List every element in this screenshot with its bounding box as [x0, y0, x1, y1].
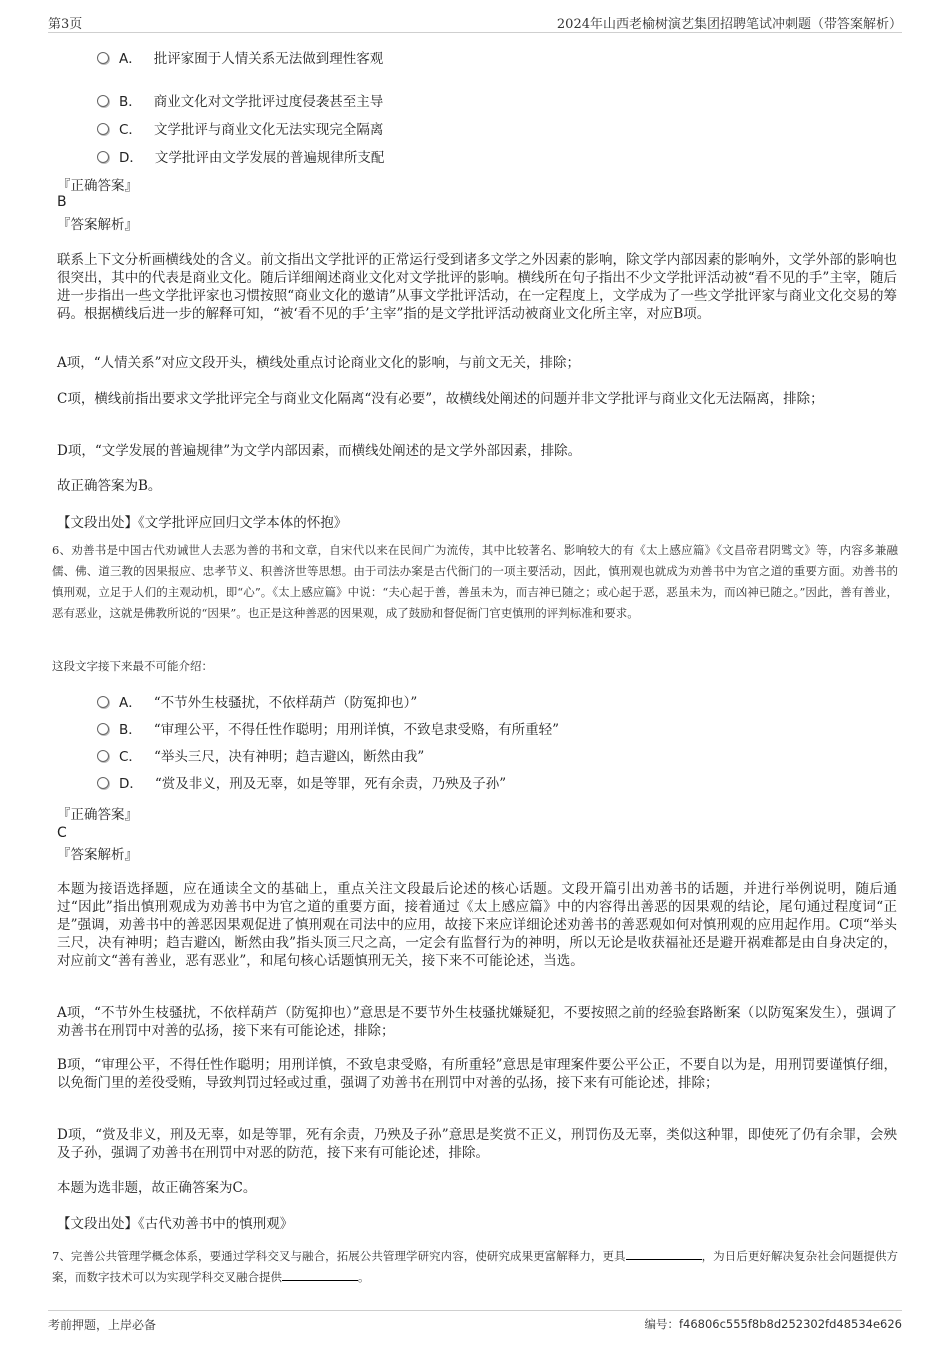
q5-analysis-d: D项，“文学发展的普遍规律”为文学内部因素，而横线处阐述的是文学外部因素，排除。 [57, 443, 582, 459]
document-title: 2024年山西老榆树演艺集团招聘笔试冲刺题（带答案解析） [556, 17, 902, 32]
q5-option-b[interactable]: B． 商业文化对文学批评过度侵袭甚至主导 [97, 93, 383, 111]
radio-icon[interactable] [97, 696, 109, 708]
q6-analysis-b: B项，“审理公平，不得任性作聪明；用刑详慎，不致皂隶受赂，有所重轻”意思是审理案件要公平公正，不要自以为是，用刑罚要谨慎仔细，以免衙门里的差役受贿，导致判罚过轻或过重，强调了劝善书在刑罚中对善的弘扬，接下来有可能论述，排除； [57, 1057, 897, 1091]
q5-analysis-main: 联系上下文分析画横线处的含义。前文指出文学批评的正常运行受到诸多文学之外因素的影响，除文学内部因素的影响外，文学外部的影响也很突出，其中的代表是商业文化。随后详细阐述商业文化对文学批评的影响。横线所在句子指出不少文学批评活动被“看不见的手”主宰，随后进一步指出一些文学批评家也习惯按照“商业文化的邀请”从事文学批评活动，在一定程度上，文学成为了一些文学批评家与商业文化交易的筹码。根据横线后进一步的解释可知，“被‘看不见的手’主宰”指的是文学批评活动被商业文化所主宰，对应B项。 [57, 252, 897, 322]
q6-question: 这段文字接下来最不可能介绍： [52, 659, 213, 673]
q6-stem: 6、劝善书是中国古代劝诫世人去恶为善的书和文章，自宋代以来在民间广为流传，其中比较著名、影响较大的有《太上感应篇》《文昌帝君阴骘文》等，内容多兼融儒、佛、道三教的因果报应、忠孝节义、积善济世等思想。由于司法办案是古代衙门的一项主要活动，因此，慎刑观也就成为劝善书中为官之道的重要方面。劝善书的慎刑观，立足于人们的主观动机，即“心”。《太上感应篇》中说：“夫心起于善，善虽未为，而吉神已随之；或心起于恶，恶虽未为，而凶神已随之。”因此，善有善业，恶有恶业，这就是佛教所说的“因果”。也正是这种善恶的因果观，成了鼓励和督促衙门官吏慎刑的评判标准和要求。 [52, 543, 898, 620]
document-id: 编号：f46806c555f8b8d252302fd48534e626 [644, 1317, 902, 1331]
fill-blank-1[interactable] [626, 1247, 702, 1260]
q6-source: 【文段出处】《古代劝善书中的慎刑观》 [57, 1216, 294, 1232]
q5-analysis-label: 『答案解析』 [57, 217, 138, 233]
q5-conclusion: 故正确答案为B。 [57, 478, 162, 494]
q5-option-d[interactable]: D． 文学批评由文学发展的普遍规律所支配 [97, 149, 384, 167]
page-header [48, 10, 902, 33]
radio-icon[interactable] [97, 777, 109, 789]
page-footer [48, 1310, 902, 1331]
radio-icon[interactable] [97, 151, 109, 163]
q5-analysis-c: C项，横线前指出要求文学批评完全与商业文化隔离“没有必要”，故横线处阐述的问题并非文学批评与商业文化无法隔离，排除； [57, 391, 824, 407]
q5-option-a[interactable]: A． 批评家囿于人情关系无法做到理性客观 [97, 50, 383, 68]
q5-answer: B [57, 194, 67, 210]
q6-analysis-main: 本题为接语选择题，应在通读全文的基础上，重点关注文段最后论述的核心话题。文段开篇引出劝善书的话题，并进行举例说明，随后通过“因此”指出慎刑观成为劝善书中为官之道的重要方面，接着通过《太上感应篇》中的内容得出善恶的因果观的结论，尾句通过程度词“正是”强调，劝善书中的善恶因果观促进了慎刑观在司法中的应用，故接下来应详细论述劝善书的善恶观如何对慎刑观的应用起作用。C项“举头三尺，决有神明；趋吉避凶，断然由我”指头顶三尺之高，一定会有监督行为的神明，所以无论是收获福祉还是避开祸难都是由自身决定的，对应前文“善有善业，恶有恶业”，和尾句核心话题慎刑无关，接下来不可能论述，当选。 [57, 881, 897, 969]
q5-option-c[interactable]: C． 文学批评与商业文化无法实现完全隔离 [97, 121, 383, 139]
radio-icon[interactable] [97, 750, 109, 762]
q6-answer-label: 『正确答案』 [57, 807, 138, 823]
q6-analysis-a: A项，“不节外生枝骚扰，不依样葫芦（防冤抑也）”意思是不要节外生枝骚扰嫌疑犯，不要按照之前的经验套路断案（以防冤案发生），强调了劝善书在刑罚中对善的弘扬，接下来有可能论述，排除； [57, 1005, 897, 1039]
q6-option-c[interactable]: C． “举头三尺，决有神明；趋吉避凶，断然由我” [97, 748, 424, 766]
q6-option-d[interactable]: D． “赏及非义，刑及无辜，如是等罪，死有余责，乃殃及子孙” [97, 775, 506, 793]
footer-slogan: 考前押题，上岸必备 [48, 1318, 157, 1332]
q6-conclusion: 本题为选非题，故正确答案为C。 [57, 1180, 257, 1196]
q6-answer: C [57, 825, 67, 841]
fill-blank-2[interactable] [282, 1268, 358, 1281]
q7-stem: 7、完善公共管理学概念体系，要通过学科交叉与融合，拓展公共管理学研究内容，使研究成果更富解释力，更具 ，为日后更好解决复杂社会问题提供方案，而数字技术可以为实现学科交叉融合提供 。 [52, 1249, 898, 1284]
q5-answer-label: 『正确答案』 [57, 178, 138, 194]
q5-analysis-a: A项，“人情关系”对应文段开头，横线处重点讨论商业文化的影响，与前文无关，排除； [57, 355, 581, 371]
page-number: 第3页 [48, 17, 83, 32]
radio-icon[interactable] [97, 123, 109, 135]
radio-icon[interactable] [97, 723, 109, 735]
q6-option-b[interactable]: B． “审理公平，不得任性作聪明；用刑详慎，不致皂隶受赂，有所重轻” [97, 721, 559, 739]
q5-source: 【文段出处】《文学批评应回归文学本体的怀抱》 [57, 515, 348, 531]
q6-analysis-d: D项，“赏及非义，刑及无辜，如是等罪，死有余责，乃殃及子孙”意思是奖赏不正义，刑罚伤及无辜，类似这种罪，即使死了仍有余罪，会殃及子孙，强调了劝善书在刑罚中对恶的防范，接下来有可能论述，排除。 [57, 1127, 897, 1161]
q6-analysis-label: 『答案解析』 [57, 847, 138, 863]
radio-icon[interactable] [97, 95, 109, 107]
radio-icon[interactable] [97, 52, 109, 64]
q6-option-a[interactable]: A． “不节外生枝骚扰，不依样葫芦（防冤抑也）” [97, 694, 417, 712]
